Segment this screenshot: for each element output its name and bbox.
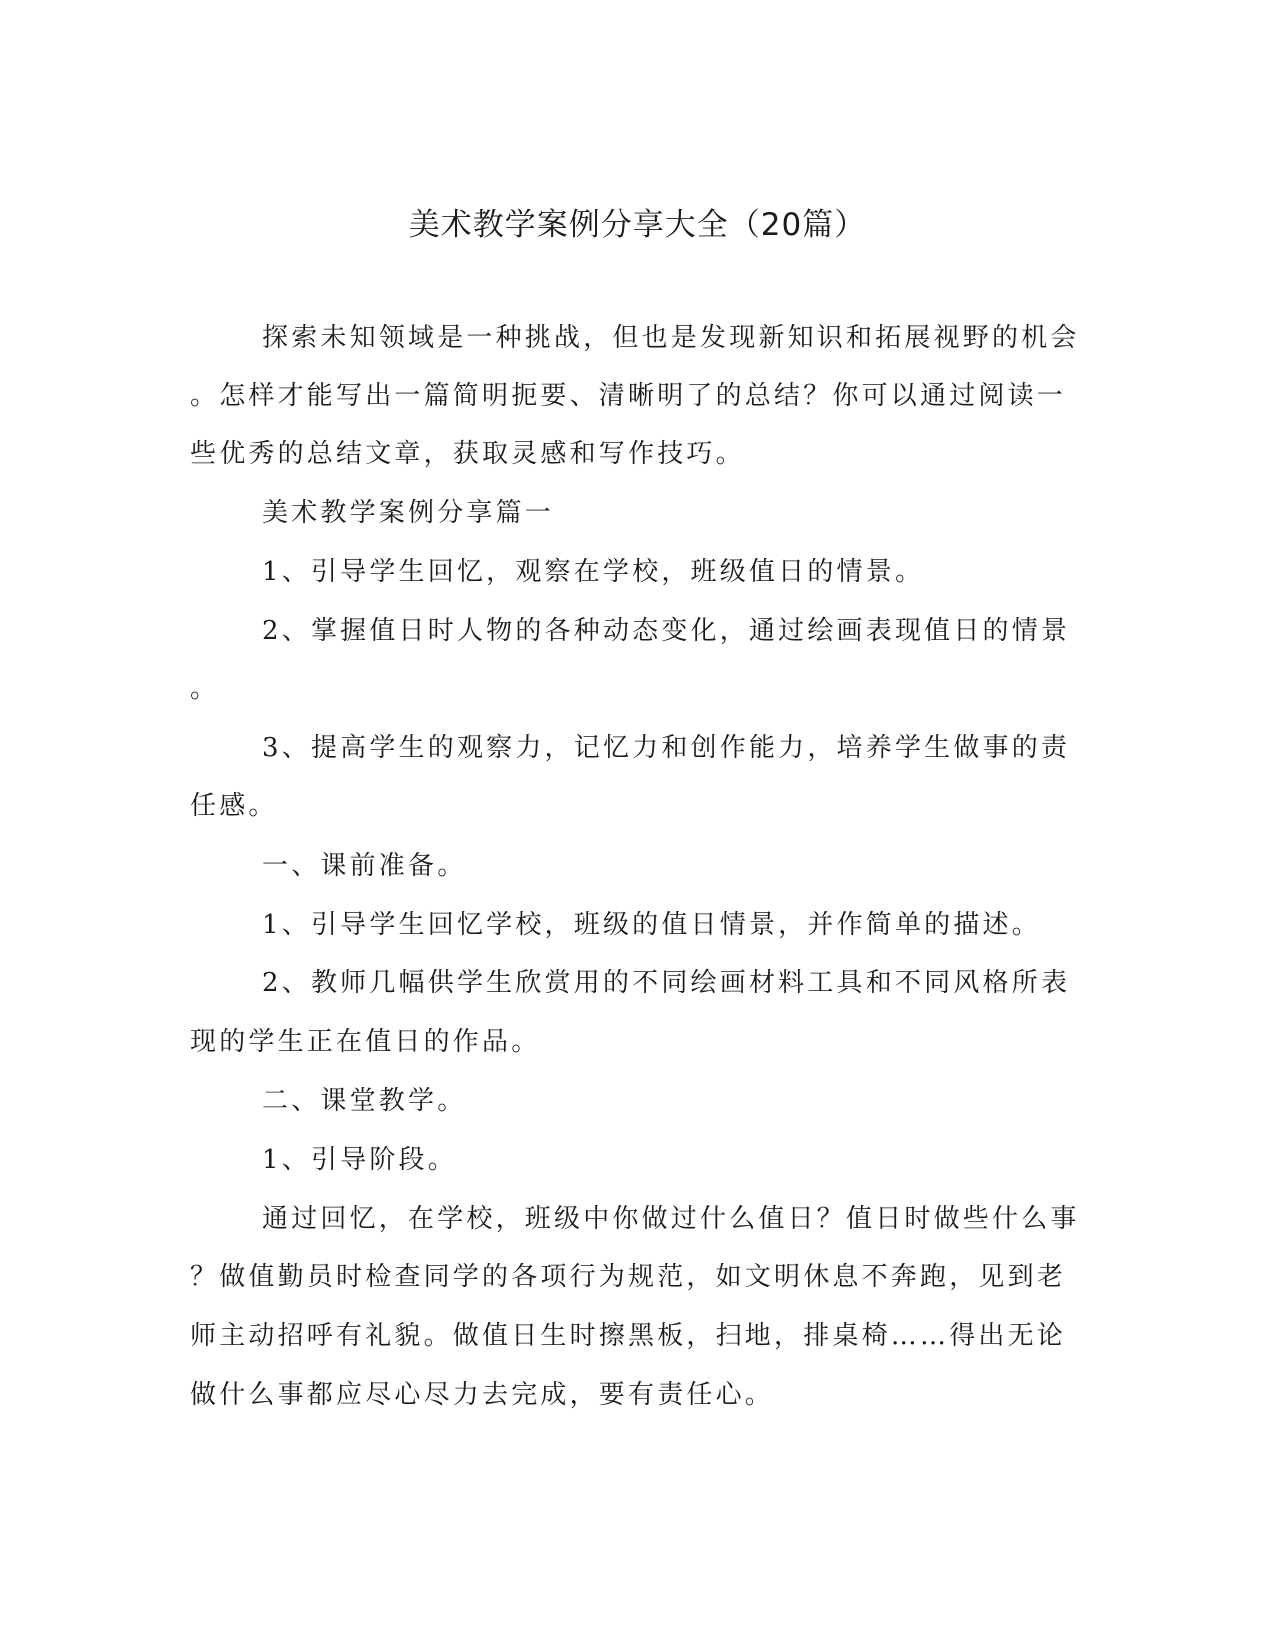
paragraph-line: 现的学生正在值日的作品。 [190,1027,541,1057]
paragraph-line: 做什么事都应尽心尽力去完成，要有责任心。 [190,1380,775,1410]
list-item: 3、提高学生的观察力，记忆力和创作能力，培养学生做事的责 [262,733,1071,763]
paragraph-line: 探索未知领域是一种挑战，但也是发现新知识和拓展视野的机会 [262,323,1080,353]
paragraph-line: 通过回忆，在学校，班级中你做过什么值日？值日时做些什么事 [262,1204,1080,1234]
list-item: 1、引导学生回忆学校，班级的值日情景，并作简单的描述。 [262,910,1041,940]
section-heading: 二、课堂教学。 [262,1086,467,1116]
list-item: 1、引导阶段。 [262,1145,457,1175]
paragraph-line: 。 [190,674,220,704]
document-title: 美术教学案例分享大全（20篇） [408,207,867,243]
list-item: 2、教师几幅供学生欣赏用的不同绘画材料工具和不同风格所表 [262,968,1071,998]
paragraph-line: 任感。 [190,791,278,821]
paragraph-line: 。怎样才能写出一篇简明扼要、清晰明了的总结？你可以通过阅读一 [190,381,1067,411]
section-heading: 美术教学案例分享篇一 [262,498,555,528]
section-heading: 一、课前准备。 [262,851,467,881]
list-item: 2、掌握值日时人物的各种动态变化，通过绘画表现值日的情景 [262,616,1071,646]
list-item: 1、引导学生回忆，观察在学校，班级值日的情景。 [262,557,925,587]
paragraph-line: ？做值勤员时检查同学的各项行为规范，如文明休息不奔跑，见到老 [190,1262,1067,1292]
paragraph-line: 师主动招呼有礼貌。做值日生时擦黑板，扫地，排桌椅……得出无论 [190,1321,1067,1351]
paragraph-line: 些优秀的总结文章，获取灵感和写作技巧。 [190,439,745,469]
